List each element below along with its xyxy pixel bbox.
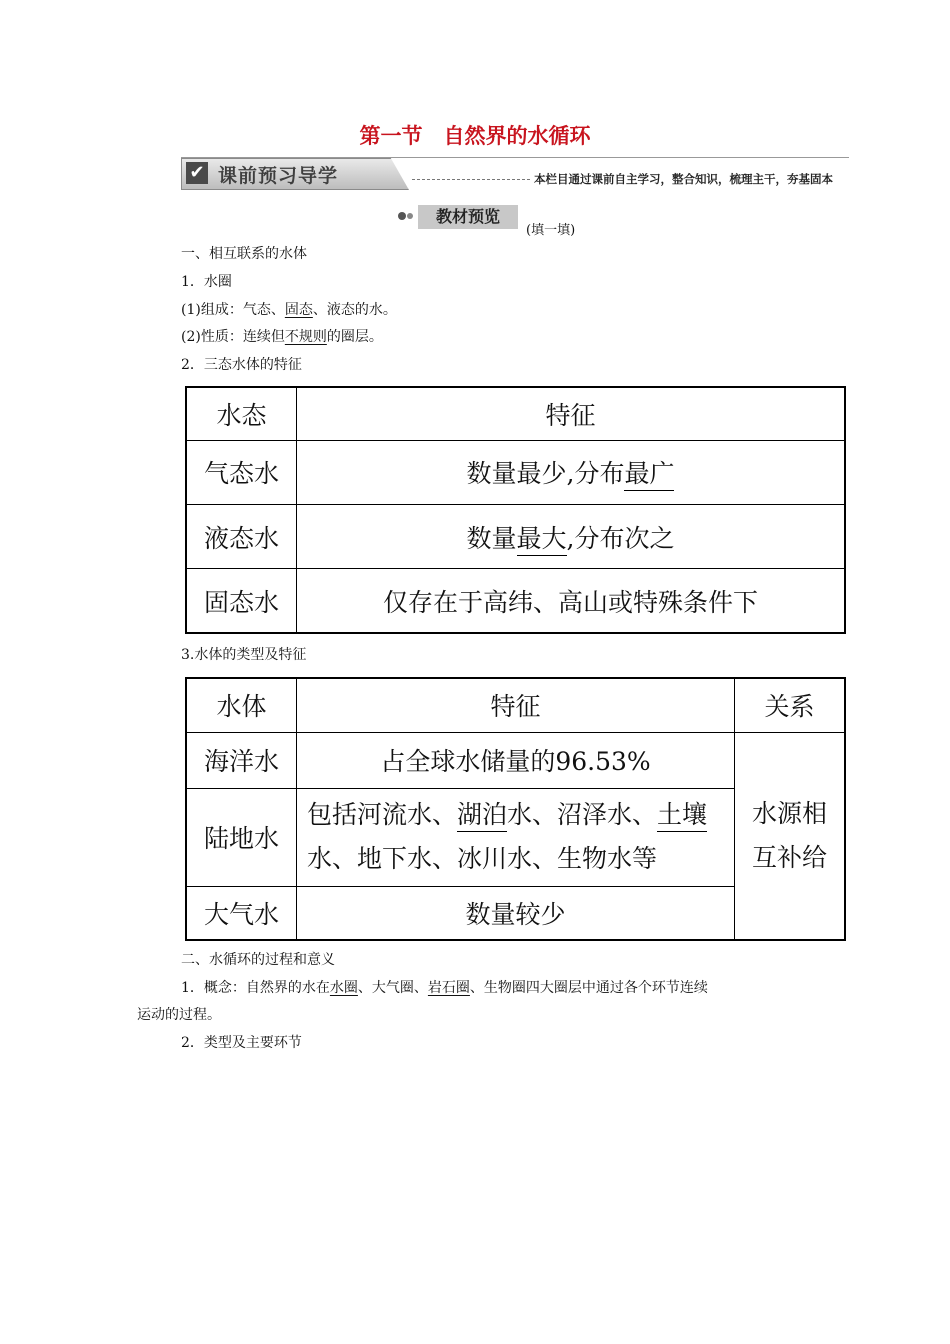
relation-cell: 水源相 互补给 — [735, 732, 846, 940]
table-header-cell: 水体 — [186, 678, 297, 732]
banner-top-rule — [181, 157, 849, 158]
state-cell: 气态水 — [186, 440, 297, 504]
feature-cell: 数量较少 — [297, 886, 735, 940]
feature-cell: 占全球水储量的96.53% — [297, 732, 735, 788]
preview-note: (填一填) — [526, 223, 576, 238]
page-title: 第一节 自然界的水循环 — [359, 124, 591, 148]
water-body-cell: 大气水 — [186, 886, 297, 940]
feature-cell: 包括河流水、湖泊水、沼泽水、土壤 水、地下水、冰川水、生物水等 — [297, 788, 735, 886]
water-body-table — [185, 677, 846, 941]
state-cell: 固态水 — [186, 569, 297, 633]
feature-cell: 数量最大,分布次之 — [297, 504, 846, 568]
section2-heading: 二、水循环的过程和意义 — [181, 952, 335, 968]
table-header-row — [186, 387, 845, 440]
table-header-cell: 关系 — [735, 678, 846, 732]
feature-cell: 数量最少,分布最广 — [297, 440, 846, 504]
item1-heading: 1．水圈 — [181, 274, 232, 290]
preview-label: 教材预览 — [418, 205, 518, 229]
table-row — [186, 440, 845, 504]
table-header-row — [186, 678, 845, 732]
feature-blank: 湖泊 — [457, 800, 507, 832]
table-row — [186, 732, 845, 788]
feature-blank: 土壤 — [657, 800, 707, 832]
table-row — [186, 569, 845, 633]
banner-label: 课前预习导学 — [218, 165, 339, 187]
feature-blank: 最大 — [517, 524, 567, 556]
concept-blank: 水圈 — [329, 980, 358, 996]
concept-blank: 岩石圈 — [427, 980, 470, 996]
feature-blank: 最广 — [624, 459, 674, 491]
composition-line — [181, 301, 397, 319]
table-row — [186, 504, 845, 568]
feature-cell: 仅存在于高纬、高山或特殊条件下 — [297, 569, 846, 633]
banner-description: 本栏目通过课前自主学习，整合知识，梳理主干，夯基固本 — [534, 172, 833, 186]
table-header-cell: 特征 — [297, 678, 735, 732]
composition-blank: 固态 — [284, 302, 313, 318]
item2-heading: 2．三态水体的特征 — [181, 357, 302, 373]
item2-types-heading: 2．类型及主要环节 — [181, 1035, 302, 1051]
water-state-table — [185, 386, 846, 634]
section1-heading: 一、相互联系的水体 — [181, 246, 307, 262]
concept-line-2: 运动的过程。 — [137, 1007, 221, 1023]
banner-dashed-rule — [412, 179, 530, 180]
composition-prefix: (1)组成：气态、 — [181, 302, 285, 318]
table-header-cell: 特征 — [297, 387, 846, 440]
checkmark-icon: ✔ — [186, 162, 208, 184]
concept-line: 1．概念：自然界的水在水圈、大气圈、岩石圈、生物圈四大圈层中通过各个环节连续 — [181, 980, 708, 996]
composition-suffix: 、液态的水。 — [312, 302, 397, 318]
property-blank: 不规则 — [284, 329, 327, 345]
property-prefix: (2)性质：连续但 — [181, 329, 285, 345]
water-body-cell: 陆地水 — [186, 788, 297, 886]
water-body-cell: 海洋水 — [186, 732, 297, 788]
item3-heading: 3.水体的类型及特征 — [181, 647, 307, 663]
table-header-cell: 水态 — [186, 387, 297, 440]
property-line — [181, 328, 383, 346]
bullet-dots-icon — [398, 212, 418, 220]
property-suffix: 的圈层。 — [326, 329, 383, 345]
state-cell: 液态水 — [186, 504, 297, 568]
